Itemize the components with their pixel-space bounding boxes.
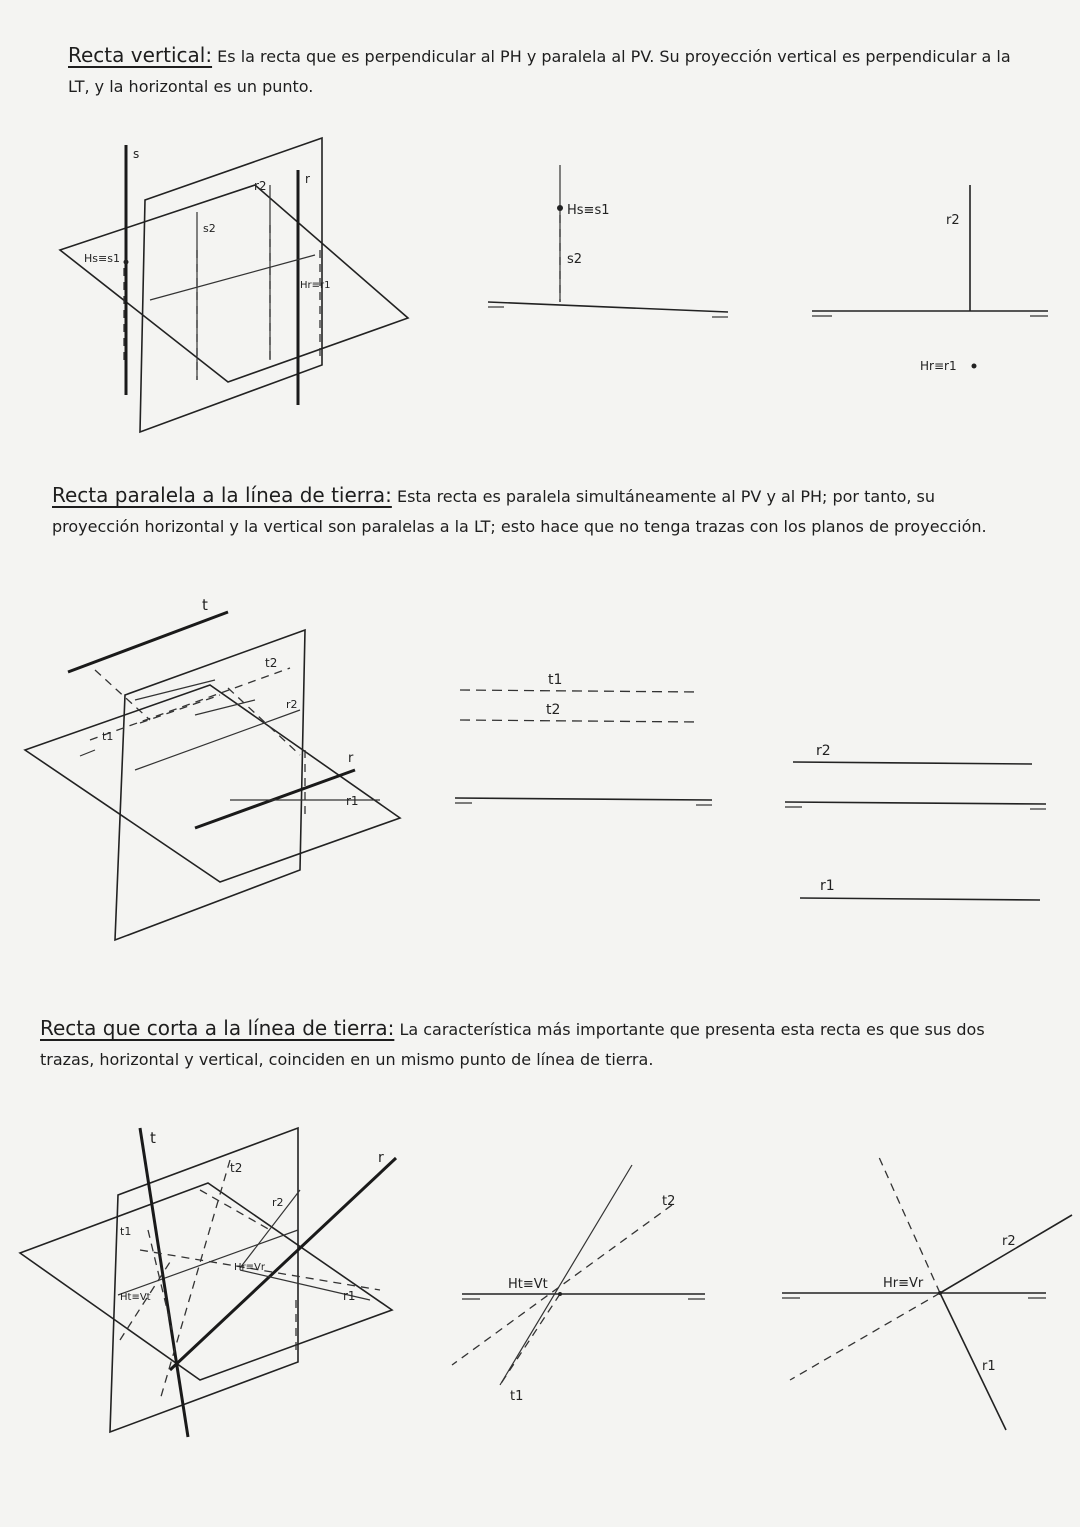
label-r: r xyxy=(348,751,354,766)
label-proj-r1: r1 xyxy=(820,878,835,894)
label-t1: t1 xyxy=(102,730,114,743)
label-proj-r2: r2 xyxy=(816,743,831,759)
label-t2: t2 xyxy=(265,656,278,670)
label-proj-t1: t1 xyxy=(548,672,563,688)
section-cutting-body: La característica más importante que presenta esta recta es que sus dos trazas, horizontal y vertical, coinciden en un mismo punto de línea de tierra. xyxy=(40,1020,985,1069)
label-r2: r2 xyxy=(272,1196,284,1209)
label-t2: t2 xyxy=(230,1161,243,1175)
label-r1: r1 xyxy=(343,1289,356,1303)
label-s2: s2 xyxy=(203,222,216,235)
label-t: t xyxy=(150,1129,156,1147)
label-r1: r1 xyxy=(346,794,359,808)
section-vertical-body: Es la recta que es perpendicular al PH y paralela al PV. Su proyección vertical es perpendicular a la LT, y la horizontal es un punto. xyxy=(68,47,1011,96)
label-r: r xyxy=(305,172,310,186)
label-proj-t2: t2 xyxy=(662,1194,676,1209)
label-hs-s1: Hs≡s1 xyxy=(84,252,120,265)
section-parallel-title: Recta paralela a la línea de tierra: xyxy=(52,483,392,507)
label-r: r xyxy=(378,1150,384,1166)
section-cutting-title: Recta que corta a la línea de tierra: xyxy=(40,1016,395,1040)
label-proj-hr: Hr≡Vr xyxy=(883,1276,924,1291)
projection-r2 xyxy=(940,1215,1072,1293)
label-proj-t2: t2 xyxy=(546,702,561,718)
label-proj-ht: Ht≡Vt xyxy=(508,1277,548,1292)
label-t1: t1 xyxy=(120,1225,132,1238)
section-parallel-body: Esta recta es paralela simultáneamente al PV y al PH; por tanto, su proyección horizontal y la vertical son paralelas a la LT; esto hace que no tenga trazas con los planos de proyección. xyxy=(52,487,987,536)
label-r2: r2 xyxy=(286,698,298,711)
label-proj-hr: Hr≡r1 xyxy=(920,359,957,373)
label-hr-r1: Hr≡r1 xyxy=(300,280,331,291)
label-proj-r1: r1 xyxy=(982,1359,996,1374)
label-hr-vr: Hr≡Vr xyxy=(234,1262,265,1273)
label-r2: r2 xyxy=(254,179,267,193)
section-vertical-title: Recta vertical: xyxy=(68,43,213,67)
label-t: t xyxy=(202,596,208,614)
label-proj-hs: Hs≡s1 xyxy=(567,203,610,218)
label-proj-r2: r2 xyxy=(946,213,960,228)
label-proj-t1: t1 xyxy=(510,1389,524,1404)
projection-r1 xyxy=(940,1293,1006,1430)
label-s: s xyxy=(133,147,140,161)
label-proj-r2: r2 xyxy=(1002,1234,1016,1249)
label-ht-vt: Ht≡Vt xyxy=(120,1292,151,1303)
label-proj-s2: s2 xyxy=(567,252,583,267)
